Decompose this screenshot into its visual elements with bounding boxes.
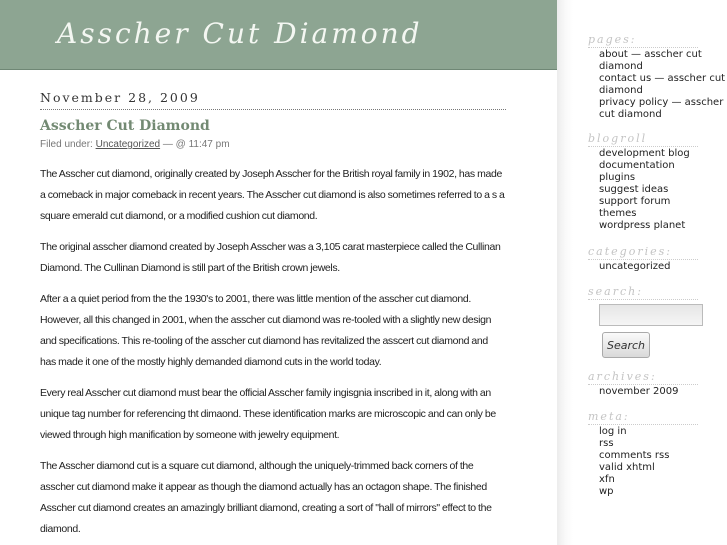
post-date: November 28, 2009: [40, 90, 506, 110]
sidebar-item-about[interactable]: about — asscher cut diamond: [599, 49, 702, 72]
sidebar-item-development-blog[interactable]: development blog: [599, 148, 690, 159]
main-content: [40, 90, 506, 545]
search-button[interactable]: Search: [602, 332, 650, 358]
sidebar-item-suggest-ideas[interactable]: suggest ideas: [599, 184, 669, 195]
sidebar-item-wp[interactable]: wp: [599, 486, 614, 497]
post-paragraph: The Asscher diamond cut is a square cut diamond, although the uniquely-trimmed back corners of the asscher cut diamond make it appear as though the diamond actually has an octagon shape. The finished Asscher cut diamond creates an amazingly brilliant diamond, creating a sort of "hall of mirrors" effect to the diamond.: [40, 460, 492, 535]
site-header: [0, 0, 557, 70]
sidebar-archives: [588, 370, 727, 398]
post-paragraph: After a a quiet period from the the 1930's to 2001, there was little mention of the asscher cut diamond. However, all this changed in 2001, when the asscher cut diamond was re-tooled with a slightly new design and specifications. This re-tooling of the asscher cut diamond has revitalized the asscert cut diamond and has made it one of the mostly highly demanded diamond cuts in the world today.: [40, 293, 492, 368]
sidebar-heading-blogroll: blogroll: [588, 132, 698, 147]
sidebar-item-rss[interactable]: rss: [599, 438, 614, 449]
sidebar-item-documentation[interactable]: documentation: [599, 160, 675, 171]
sidebar-heading-search: search:: [588, 285, 698, 300]
search-input[interactable]: [599, 304, 703, 326]
sidebar-search: [588, 285, 727, 358]
sidebar-item-contact[interactable]: contact us — asscher cut diamond: [599, 73, 726, 96]
sidebar-item-wordpress-planet[interactable]: wordpress planet: [599, 220, 686, 231]
sidebar-heading-pages: pages:: [588, 33, 698, 48]
post-meta: [40, 139, 506, 150]
sidebar-item-themes[interactable]: themes: [599, 208, 637, 219]
sidebar-heading-categories: categories:: [588, 245, 698, 260]
sidebar-item-comments-rss[interactable]: comments rss: [599, 450, 670, 461]
post-paragraph: The Asscher cut diamond, originally created by Joseph Asscher for the British royal family in 1902, has made a comeback in major comeback in recent years. The Asscher cut diamond is also sometimes referred to a s a square emerald cut diamond, or a modified cushion cut diamond.: [40, 168, 505, 222]
sidebar-item-support-forum[interactable]: support forum: [599, 196, 671, 207]
sidebar-item-privacy[interactable]: privacy policy — asscher cut diamond: [599, 97, 724, 120]
post-paragraph: The original asscher diamond created by Joseph Asscher was a 3,105 carat masterpiece called the Cullinan Diamond. The Cullinan Diamond is still part of the British crown jewels.: [40, 241, 501, 274]
category-link[interactable]: Uncategorized: [95, 139, 161, 150]
sidebar-meta: [588, 410, 727, 498]
meta-prefix: Filed under:: [40, 139, 93, 150]
post-body: [40, 164, 506, 540]
sidebar-item-valid-xhtml[interactable]: valid xhtml: [599, 462, 655, 473]
post-paragraph: Every real Asscher cut diamond must bear the official Asscher family ingisgnia inscribed in it, along with an unique tag number for referencing tht dimaond. These identification marks are microscopic and can only be viewed through high manification by someone with jewelry equipment.: [40, 387, 496, 441]
sidebar-pages: [588, 33, 727, 121]
post-title-link[interactable]: Asscher Cut Diamond: [40, 118, 210, 134]
sidebar-item-uncategorized[interactable]: uncategorized: [599, 261, 671, 272]
sidebar-heading-archives: archives:: [588, 370, 698, 385]
sidebar: [557, 0, 727, 545]
meta-suffix: — @ 11:47 pm: [162, 139, 230, 150]
site-title-link[interactable]: Asscher Cut Diamond: [57, 17, 423, 50]
sidebar-item-plugins[interactable]: plugins: [599, 172, 636, 183]
sidebar-heading-meta: meta:: [588, 410, 698, 425]
sidebar-categories: [588, 245, 727, 273]
sidebar-item-xfn[interactable]: xfn: [599, 474, 615, 485]
sidebar-blogroll: [588, 132, 727, 232]
sidebar-item-november-2009[interactable]: november 2009: [599, 386, 679, 397]
sidebar-item-log-in[interactable]: log in: [599, 426, 627, 437]
